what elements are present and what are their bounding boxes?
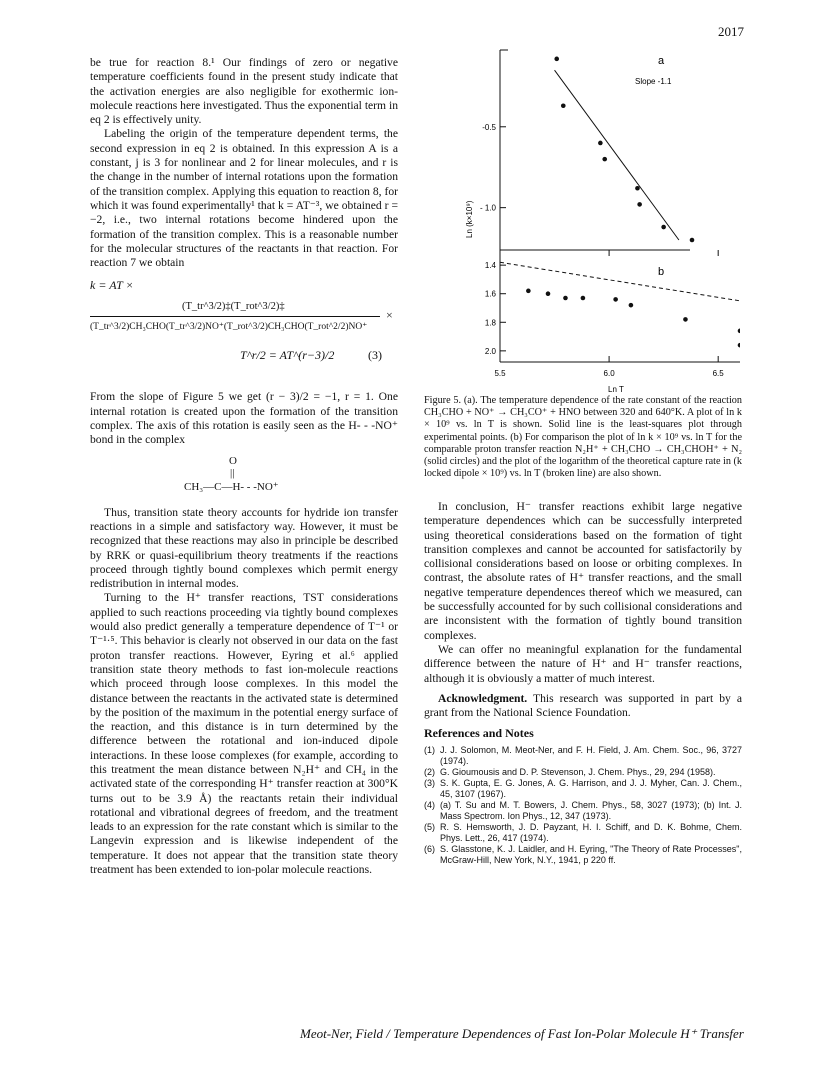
paragraph: From the slope of Figure 5 we get (r − 3)/2 = −1, r = 1. One internal rotation is created upon the formation of the transition complex. The axis of this rotation is easily seen as the H- - -NO⁺ bond in the complex <box>90 390 398 447</box>
data-point-b <box>738 329 740 334</box>
complex-oxygen: O <box>229 454 237 467</box>
x-axis-label: Ln T <box>608 385 624 394</box>
data-point-a <box>637 202 642 207</box>
right-column <box>424 500 742 866</box>
left-column <box>90 56 398 877</box>
data-point-b <box>629 303 634 308</box>
equation-line: k = AT × <box>90 278 134 293</box>
reference-item: (5) R. S. Hemsworth, J. D. Payzant, H. I. Schiff, and D. K. Bohme, Chem. Phys. Lett., 26, 417 (1974). <box>424 821 742 843</box>
acknowledgment-heading: Acknowledgment. <box>438 691 528 705</box>
y-tick-label-b: 2.0 <box>484 346 496 356</box>
equation-number: (3) <box>368 348 382 363</box>
equation-denominator: (T_tr^3/2)CH₃CHO(T_tr^3/2)NO⁺(T_rot^3/2)CH₃CHO(T_rot^2/2)NO⁺ <box>90 322 368 333</box>
fraction-bar <box>90 316 380 317</box>
least-squares-line <box>555 70 679 240</box>
page-number: 2017 <box>718 24 744 39</box>
reference-item: (1) J. J. Solomon, M. Meot-Ner, and F. H. Field, J. Am. Chem. Soc., 96, 3727 (1974). <box>424 744 742 766</box>
data-point-b <box>526 289 531 294</box>
acknowledgment <box>424 692 742 721</box>
references-list <box>424 745 742 866</box>
data-point-a <box>554 57 559 62</box>
data-point-b <box>546 291 551 296</box>
page-footer: Meot-Ner, Field / Temperature Dependences of Fast Ion-Polar Molecule H⁺ Transfer <box>300 1026 744 1041</box>
reference-item: (3) S. K. Gupta, E. G. Jones, A. G. Harrison, and J. J. Myher, Can. J. Chem., 45, 3107 (1967). <box>424 777 742 799</box>
data-point-b <box>613 297 618 302</box>
y-axis-label: Ln (k×10⁹) <box>465 200 474 238</box>
references-heading: References and Notes <box>424 726 534 741</box>
capture-rate-dashed-line <box>500 262 740 301</box>
complex-double-bond: || <box>230 466 235 479</box>
panel-a-label: a <box>658 55 665 67</box>
complex-structure <box>90 448 398 506</box>
equation-line: T^r/2 = AT^(r−3)/2 <box>240 348 335 363</box>
paragraph: Turning to the H⁺ transfer reactions, TST considerations applied to such reactions proceeding via tightly bound complexes would also predict generally a temperature dependence of T⁻¹ or T⁻¹·⁵. This behavior is clearly not observed in our data on the fast proton transfer reactions. However, Eyring et al.⁶ applied transition state theory methods to fast ion-molecule reactions which proceed through loose complexes. In this model the distance between the reactants in the activated state is determined by the position of the maximum in the potential energy surface of the reaction, and this distance is in turn determined by the difference between the rotational and ion-induced dipole interactions. In these loose complexes (for example, according to this treatment the mean distance between N₂H⁺ and CH₄ in the activated state of the corresponding H⁺ transfer reaction at 300°K turns out to be 3.9 Å) the reactants retain their individual rotational and vibrational degrees of freedom, and the treatment leads to an expression for the rate constant which is similar to the Langevin expression and is likewise independent of the temperature. It does not appear that the transition state theory treatment has been extended to ion-polar molecule reactions. <box>90 591 398 877</box>
figure-frame <box>500 50 740 362</box>
equation-3 <box>90 270 398 390</box>
data-point-a <box>598 141 603 146</box>
x-tick-label: 6.0 <box>603 369 615 378</box>
slope-annotation: Slope -1.1 <box>635 77 672 86</box>
data-marks <box>500 57 740 348</box>
reference-item: (2) G. Gioumousis and D. P. Stevenson, J. Chem. Phys., 29, 294 (1958). <box>424 766 716 777</box>
paragraph: be true for reaction 8.¹ Our findings of zero or negative temperature coefficients found in the present study indicate that the activation energies are also negligible for exothermic ion-molecule reactions here investigated. Thus the exponential term in eq 2 is effectively unity. <box>90 56 398 127</box>
data-point-b <box>563 296 568 301</box>
x-tick-label: 6.5 <box>712 369 724 378</box>
equation-numerator: (T_tr^3/2)‡(T_rot^3/2)‡ <box>182 301 285 313</box>
data-point-b <box>581 296 586 301</box>
data-point-a <box>661 225 666 230</box>
paragraph: In conclusion, H⁻ transfer reactions exhibit large negative temperature dependences which can be successfully interpreted using theoretical considerations based on the formation of tight transition complexes and cannot be accounted for satisfactorily by collisional considerations based on loose or orbiting complexes. In contrast, the absolute rates of H⁺ transfer reactions, and the small negative temperature dependences thereof which we measured, can be successfully accounted for by such collisional considerations and are inconsistent with the formation of tightly bound transition complexes. <box>424 500 742 642</box>
data-point-a <box>602 157 607 162</box>
x-tick-label: 5.5 <box>494 369 506 378</box>
data-point-a <box>561 103 566 108</box>
reference-item: (4) (a) T. Su and M. T. Bowers, J. Chem. Phys., 58, 3027 (1973); (b) Int. J. Mass Spectrom. Ion Phys., 12, 347 (1973). <box>424 799 742 821</box>
y-tick-label-b: 1.8 <box>484 318 496 328</box>
data-point-b <box>683 317 688 322</box>
paragraph: Labeling the origin of the temperature dependent terms, the second expression in eq 2 is obtained. In this expression A is a constant, j is 3 for nonlinear and 2 for linear molecules, and r is the change in the number of internal rotations upon the formation of the transition complex. Applying this equation to reaction 8, for which it was found experimentally¹ that k = AT⁻³, we obtained r = −2, i.e., two internal rotations become hindered upon the formation of the transition complex. This is a reasonable number for the molecular structures of the reactants in that reaction. For reaction 7 we obtain <box>90 127 398 270</box>
reference-item: (6) S. Glasstone, K. J. Laidler, and H. Eyring, "The Theory of Rate Processes", McGraw-Hill, New York, N.Y., 1941, p 220 ff. <box>424 843 742 865</box>
panel-b-label: b <box>658 266 665 278</box>
figure-caption: Figure 5. (a). The temperature dependence of the rate constant of the reaction CH₃CHO + NO⁺ → CH₃CO⁺ + HNO between 320 and 640°K. A plot of ln k × 10⁹ vs. ln T is shown. Solid line is the least-squares plot through experimental points. (b) For comparison the plot of ln k × 10⁹ vs. ln T for the comparable proton transfer reaction N₂H⁺ + CH₃CHO → CH₃CHOH⁺ + N₂ (solid circles) and the plot of the logarithm of the theoretical capture rate in (k locked dipole × 10⁹) vs. ln T (broken line) are also shown. <box>424 395 742 480</box>
equation-times: × <box>386 308 393 323</box>
y-tick-label-a: -0.5 <box>482 122 496 132</box>
y-tick-label-b: 1.4 <box>484 261 496 271</box>
acknowledgment-text: This research was supported in part by a grant from the National Science Foundation. <box>424 691 742 720</box>
data-point-a <box>690 238 695 243</box>
paragraph: We can offer no meaningful explanation for the fundamental difference between the nature of H⁺ and H⁻ transfer reactions, although it is obviously a matter of much interest. <box>424 642 742 685</box>
figure-5-plot <box>440 40 740 395</box>
data-point-a <box>635 186 640 191</box>
y-tick-label-b: 1.6 <box>484 289 496 299</box>
figure-5 <box>440 40 740 440</box>
complex-formula: CH₃—C—H- - -NO⁺ <box>184 480 279 493</box>
y-tick-label-a: - 1.0 <box>479 203 496 213</box>
paragraph: Thus, transition state theory accounts for hydride ion transfer reactions in a simple and satisfactory way. However, it must be recognized that these reactions may also in principle be described by RRK or quasi-equilibrium theory treatments if the reactions proceed through tightly bound complexes which permit energy redistribution in internal modes. <box>90 505 398 591</box>
data-point-b <box>738 343 740 348</box>
